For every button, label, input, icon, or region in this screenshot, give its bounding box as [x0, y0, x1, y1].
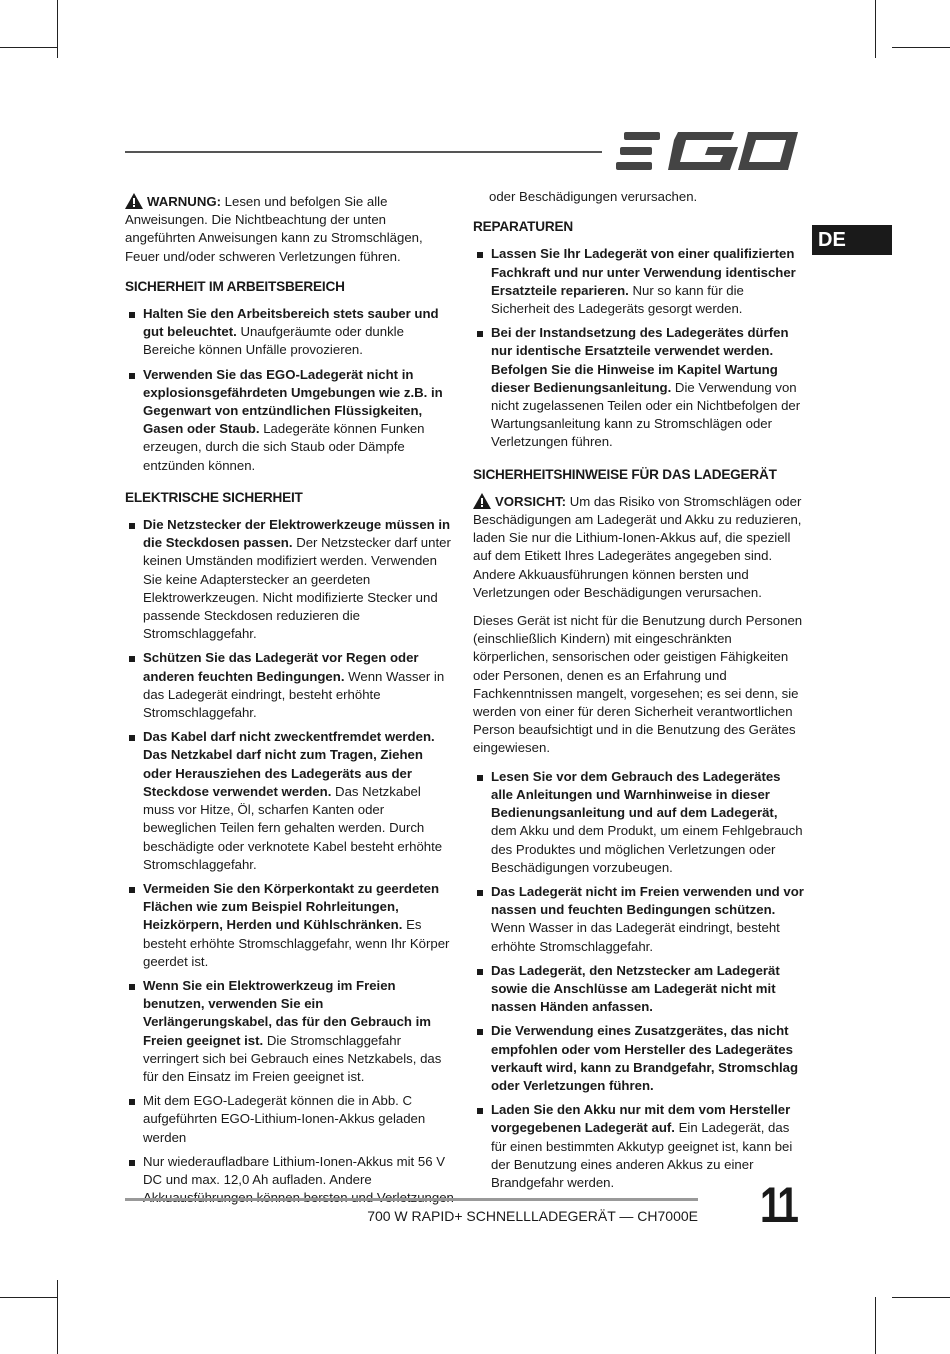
- warning-icon: [473, 493, 491, 509]
- page-number: 11: [760, 1177, 797, 1233]
- body-paragraph: Dieses Gerät ist nicht für die Benutzung durch Personen (einschließlich Kindern) mit eingeschränkten körperlichen, sensorischen oder geistigen Fähigkeiten oder Personen, denen es an Erfahrung und Fachkenntnissen mangelt, vorgesehen; es sei denn, sie werden von einer für deren Sicherheit verantwortlichen Person beaufsichtigt und in die Benutzung des Gerätes eingewiesen.: [473, 613, 803, 756]
- crop-mark: [0, 47, 58, 48]
- list-item-text: Nur wiederaufladbare Lithium-Ionen-Akkus mit 56 V DC und max. 12,0 Ah aufladen. Andere: [143, 1153, 445, 1187]
- list-item: [473, 768, 805, 877]
- ego-logo: [616, 128, 802, 174]
- list-item-bold: Verwenden Sie das EGO-Ladegerät nicht in explosionsgefährdeten Umgebungen wie z.B. in Gegenwart von entzündlichen Flüssigkeiten, Gasen oder Staub.: [143, 366, 443, 437]
- section-title: REPARATUREN: [473, 219, 574, 235]
- list-item-text: Das Netzkabel muss vor Hitze, Öl, scharfen Kanten oder beweglichen Teilen fern gehalten werden. Durch beschädigte oder verknotete Kabel besteht erhöhte Stromschlaggefahr.: [143, 783, 443, 872]
- list-item: [125, 366, 455, 475]
- list-item-bold: Das Kabel darf nicht zweckentfremdet werden. Das Netzkabel darf nicht zum Tragen, Ziehen oder Herausziehen des Ladegeräts aus der Steckdose verwendet werden.: [143, 729, 435, 799]
- bullet-list: [473, 245, 805, 451]
- list-item: [473, 1022, 805, 1095]
- bullet-list: [125, 305, 455, 475]
- warning-paragraph: [125, 193, 455, 266]
- list-item: [125, 728, 455, 874]
- list-item: [125, 649, 455, 722]
- list-item-bold: Schützen Sie das Ladegerät vor Regen oder anderen feuchten Bedingungen.: [143, 650, 419, 684]
- crop-mark: [892, 47, 950, 48]
- list-item-text: Die Verwendung von nicht zugelassenen Teilen oder ein Nichtbefolgen der Wartungsanleitung kann zu Stromschlägen oder Verletzungen führen.: [491, 379, 801, 450]
- list-item-bold: Das Ladegerät, den Netzstecker am Ladegerät sowie die Anschlüsse am Ladegerät nicht mit nassen Händen anfassen.: [491, 962, 780, 1015]
- list-item: [473, 883, 805, 956]
- footer-rule: [125, 1198, 698, 1201]
- crop-mark: [57, 0, 58, 58]
- language-tab: DE: [812, 225, 892, 255]
- list-item-text: Wenn Wasser in das Ladegerät eindringt, besteht erhöhte Stromschlaggefahr.: [143, 668, 445, 721]
- section-title: SICHERHEIT IM ARBEITSBEREICH: [125, 278, 345, 294]
- list-item-bold: Lesen Sie vor dem Gebrauch des Ladegerätes alle Anleitungen und Warnhinweise in dieser Bedienungsanleitung und auf dem Ladegerät,: [491, 768, 781, 821]
- list-item: [125, 516, 455, 643]
- list-item-text: Der Netzstecker darf unter keinen Umständen modifiziert werden. Verwenden Sie keine Adapterstecker an geerdeten Elektrowerkzeugen. Nicht modifizierte Stecker und passende Steckdosen reduzieren die Stromschlaggefahr.: [143, 535, 451, 642]
- right-column: [473, 188, 805, 1200]
- section-title: SICHERHEITSHINWEISE FÜR DAS LADEGERÄT: [473, 466, 777, 482]
- list-item-text: Die Stromschlaggefahr verringert sich bei Gebrauch eines Netzkabels, das für den Einsatz im Freien geeignet ist.: [143, 1032, 442, 1084]
- list-item-bold: Bei der Instandsetzung des Ladegerätes dürfen nur identische Ersatzteile verwendet werden. Befolgen Sie die Hinweise im Kapitel Wartung dieser Bedienungsanleitung.: [491, 325, 789, 395]
- caution-label: VORSICHT:: [495, 493, 567, 509]
- caution-text: Um das Risiko von Stromschlägen oder Beschädigungen am Ladegerät und Akku zu reduzieren, laden Sie nur die Lithium-Ionen-Akkus auf, die speziell auf dem Etikett Ihres Ladegerätes angegeben sind. Andere Akkuausführungen können bersten und Verletzungen oder Beschädigungen verursachen.: [473, 493, 802, 600]
- list-item: [125, 977, 455, 1086]
- continuation-text: oder Beschädigungen verursachen.: [489, 189, 698, 204]
- crop-mark: [0, 1297, 58, 1298]
- warning-icon: [125, 193, 143, 209]
- list-item-bold: Laden Sie den Akku nur mit dem vom Hersteller vorgegebenen Ladegerät auf.: [491, 1102, 791, 1136]
- list-item-text: Ladegeräte können Funken erzeugen, durch die sich Staub oder Dämpfe entzünden können.: [143, 421, 425, 473]
- section-title: ELEKTRISCHE SICHERHEIT: [125, 489, 303, 505]
- list-item-text: Es besteht erhöhte Stromschlaggefahr, wenn Ihr Körper geerdet ist.: [143, 917, 450, 969]
- list-item-text: Ein Ladegerät, das für einen bestimmten Akkutyp geeignet ist, kann bei der Benutzung eines anderen Akkus zu einer Brandgefahr werden.: [491, 1120, 793, 1190]
- list-item-text: Unaufgeräumte oder dunkle Bereiche können Unfälle provozieren.: [143, 324, 404, 358]
- bullet-list: [473, 768, 805, 1192]
- list-item-text: dem Akku und dem Produkt, um einem Fehlgebrauch des Produktes und möglichen Verletzungen oder Beschädigungen vorzubeugen.: [491, 823, 803, 875]
- crop-mark: [875, 1297, 876, 1354]
- list-item-bold: Die Verwendung eines Zusatzgerätes, das nicht empfohlen oder vom Hersteller des Ladegerätes verkauft wird, kann zu Brandgefahr, Stromschlag oder Verletzungen führen.: [491, 1023, 799, 1093]
- list-item-text: Wenn Wasser in das Ladegerät eindringt, besteht erhöhte Stromschlaggefahr.: [491, 920, 780, 954]
- list-item: [473, 1101, 805, 1192]
- list-item-bold: Das Ladegerät nicht im Freien verwenden und vor nassen und feuchten Bedingungen schützen.: [491, 883, 804, 918]
- warning-text: Lesen und befolgen Sie alle Anweisungen. Die Nichtbeachtung der unten angeführten Anweisungen kann zu Stromschlägen, Feuer und/oder schweren Verletzungen führen.: [125, 194, 423, 264]
- list-item-bold: Vermeiden Sie den Körperkontakt zu geerdeten Flächen wie zum Beispiel Rohrleitungen, Heizkörpern, Herden und Kühlschränken.: [143, 880, 440, 933]
- crop-mark: [875, 0, 876, 58]
- caution-paragraph: [473, 493, 805, 602]
- list-item-bold: Die Netzstecker der Elektrowerkzeuge müssen in die Steckdosen passen.: [143, 517, 451, 551]
- crop-mark: [892, 1297, 950, 1298]
- footer-title: 700 W RAPID+ SCHNELLLADEGERÄT — CH7000E: [367, 1208, 698, 1224]
- list-item: [125, 1092, 455, 1147]
- list-item-bold: Halten Sie den Arbeitsbereich stets sauber und gut beleuchtet.: [143, 306, 439, 340]
- warning-label: WARNUNG:: [147, 194, 221, 209]
- list-item: [125, 880, 455, 971]
- left-column: [125, 193, 455, 1215]
- list-item-bold: Lassen Sie Ihr Ladegerät von einer qualifizierten Fachkraft und nur unter Verwendung identischer Ersatzteile reparieren.: [491, 246, 796, 298]
- list-item-bold: Wenn Sie ein Elektrowerkzeug im Freien benutzen, verwenden Sie ein Verlängerungskabel, das für den Gebrauch im Freien geeignet ist.: [143, 977, 432, 1048]
- list-item: [473, 245, 805, 318]
- header-rule: [125, 151, 602, 153]
- list-item-text: Mit dem EGO-Ladegerät können die in Abb. C aufgeführten EGO-Lithium-Ionen-Akkus geladen werden: [143, 1093, 426, 1145]
- list-item: [473, 324, 805, 451]
- list-item-text: Nur so kann für die Sicherheit des Ladegeräts gesorgt werden.: [491, 282, 744, 317]
- list-item: [473, 962, 805, 1017]
- list-item: [125, 305, 455, 360]
- crop-mark: [57, 1280, 58, 1354]
- bullet-list: [125, 516, 455, 1207]
